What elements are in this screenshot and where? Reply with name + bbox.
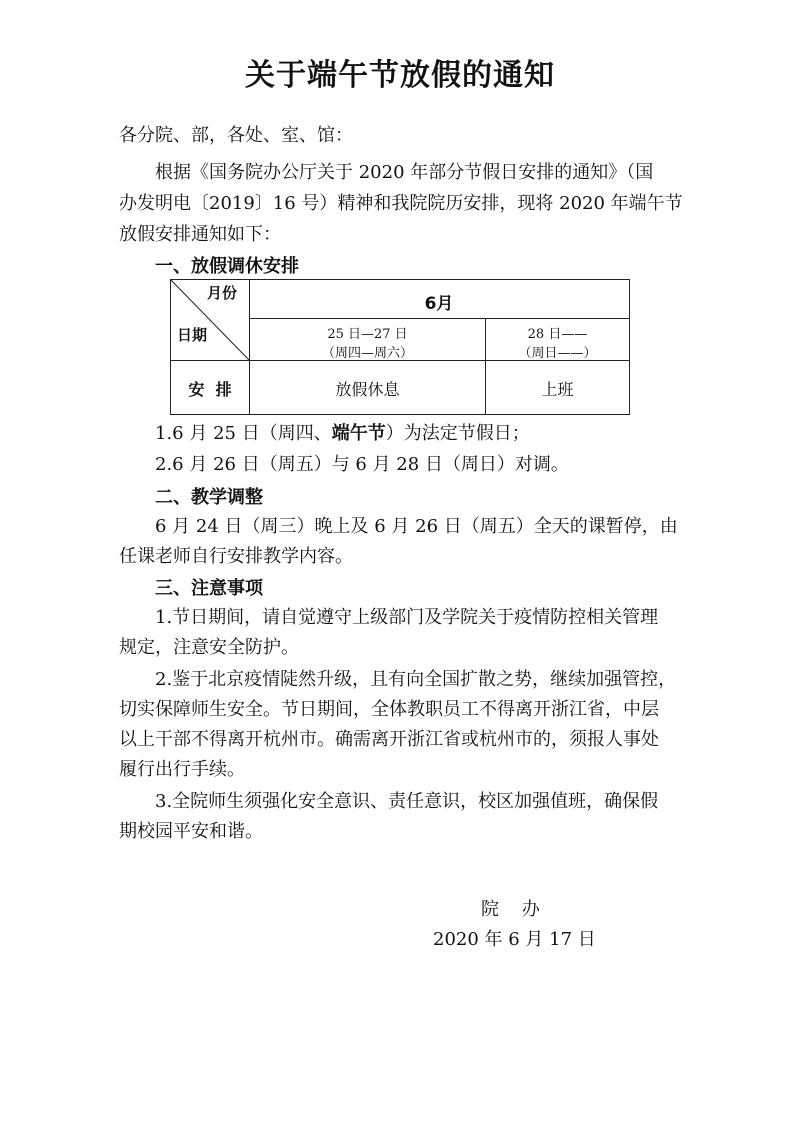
document-title: 关于端午节放假的通知 [245,58,555,93]
section-2-heading: 二、教学调整 [155,487,263,508]
section-3-item-3-line-2: 期校园平安和谐。 [119,821,263,842]
section-3-item-3-line-1: 3.全院师生须强化安全意识、责任意识，校区加强值班，确保假 [155,791,659,812]
item-1-suffix: ）为法定节假日； [385,423,530,444]
section-1-item-1 [155,421,530,446]
item-1-prefix: 1.6 月 25 日（周四、 [155,423,332,444]
section-3-item-1-line-1: 1.节日期间，请自觉遵守上级部门及学院关于疫情防控相关管理 [155,607,659,628]
col1-weekdays: （周四—周六） [321,346,413,361]
section-2-line-2: 任课老师自行安排教学内容。 [119,546,353,567]
header-date-label: 日期 [177,326,208,344]
intro-line-1: 根据《国务院办公厅关于 2020 年部分节假日安排的通知》（国 [155,162,654,183]
section-3-item-1-line-2: 规定，注意安全防护。 [119,637,299,658]
header-month-label: 月份 [207,284,238,302]
signature-office: 院 办 [481,899,540,920]
section-3-heading: 三、注意事项 [155,578,263,599]
col2-arrangement: 上班 [541,380,574,399]
col1-dates: 25 日—27 日 [327,327,408,342]
holiday-table [170,279,630,415]
section-2-line-1: 6 月 24 日（周三）晚上及 6 月 26 日（周五）全天的课暂停，由 [155,516,678,537]
row-label-arrangement: 安 排 [188,380,232,399]
table-divider [249,318,629,319]
section-3-item-2-line-4: 履行出行手续。 [119,759,245,780]
section-3-item-2-line-3: 以上干部不得离开杭州市。确需离开浙江省或杭州市的，须报人事处 [119,729,659,750]
section-1-heading: 一、放假调休安排 [155,256,299,277]
signature-date: 2020 年 6 月 17 日 [433,929,596,950]
intro-line-2: 办发明电〔2019〕16 号）精神和我院院历安排，现将 2020 年端午节 [119,193,683,214]
section-3-item-2-line-1: 2.鉴于北京疫情陡然升级，且有向全国扩散之势，继续加强管控， [155,669,677,690]
section-3-item-2-line-2: 切实保障师生安全。节日期间，全体教职员工不得离开浙江省，中层 [119,699,659,720]
month-header: 6月 [424,294,454,314]
salutation: 各分院、部，各处、室、馆： [119,125,353,146]
section-1-item-2: 2.6 月 26 日（周五）与 6 月 28 日（周日）对调。 [155,454,569,475]
item-1-holiday-name: 端午节 [331,423,386,444]
col2-dates: 28 日—— [527,327,588,342]
col2-weekdays: （周日——） [518,346,597,361]
intro-line-3: 放假安排通知如下： [119,224,281,245]
col1-arrangement: 放假休息 [335,380,400,399]
